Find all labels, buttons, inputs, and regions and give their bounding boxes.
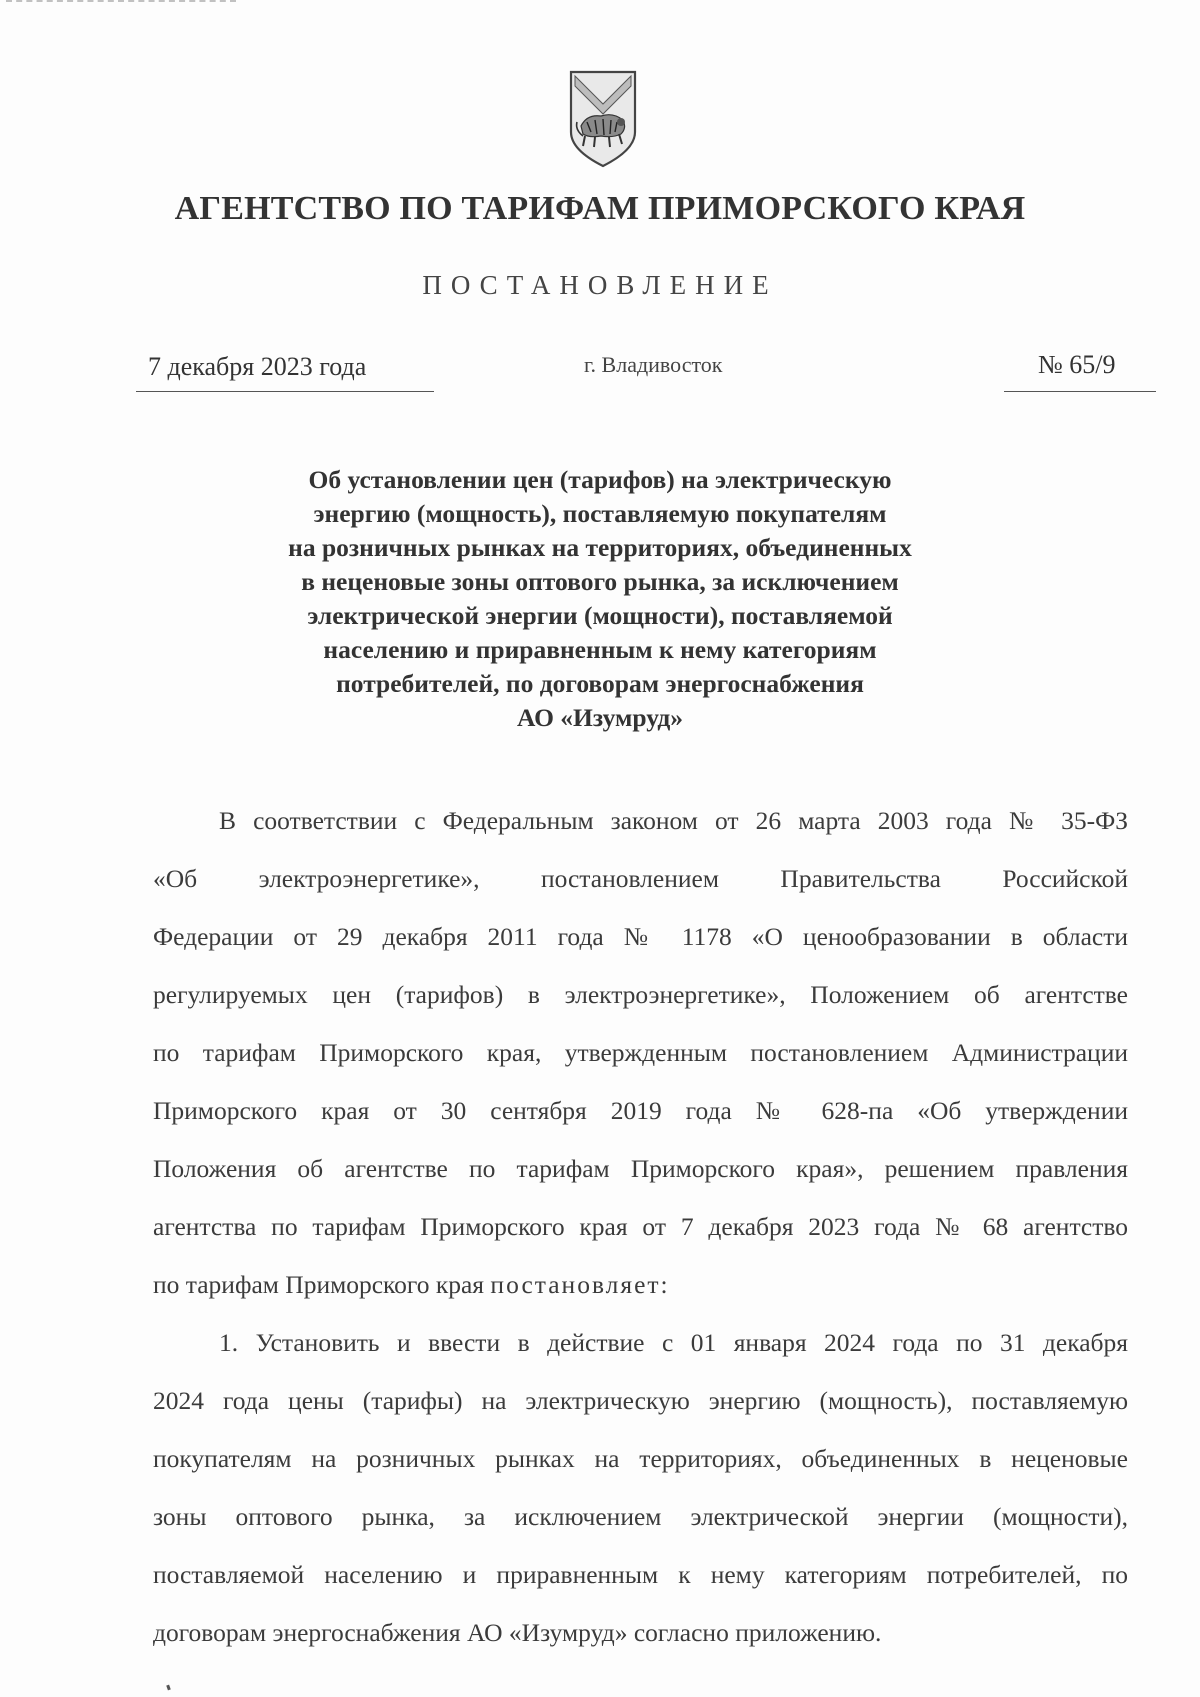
- body-line: Федерации от 29 декабря 2011 года № 1178 «О ценообразовании в области: [153, 922, 1128, 951]
- title-line: электрической энергии (мощности), поставляемой: [307, 601, 893, 630]
- item-1-paragraph: [153, 1314, 1128, 1662]
- title-line: Об установлении цен (тарифов) на электрическую: [308, 465, 892, 494]
- scan-speck: [166, 1685, 171, 1691]
- body-line: поставляемой населению и приравненным к нему категориям потребителей, по: [153, 1560, 1128, 1589]
- document-number: № 65/9: [1038, 350, 1116, 379]
- body-line: договорам энергоснабжения АО «Изумруд» согласно приложению.: [153, 1618, 882, 1647]
- body-line-final: [153, 1256, 1128, 1314]
- body-line: по тарифам Приморского края, утвержденным постановлением Администрации: [153, 1038, 1128, 1067]
- scan-edge-artifact: [6, 0, 236, 6]
- document-city: г. Владивосток: [584, 352, 723, 377]
- body-line: В соответствии с Федеральным законом от 26 марта 2003 года № 35-ФЗ: [219, 806, 1128, 835]
- body-line: покупателям на розничных рынках на территориях, объединенных в неценовые: [153, 1444, 1128, 1473]
- preamble-lead-text: по тарифам Приморского края: [153, 1270, 491, 1299]
- body-line: Приморского края от 30 сентября 2019 года № 628-па «Об утверждении: [153, 1096, 1128, 1125]
- body-line: 1. Установить и ввести в действие с 01 января 2024 года по 31 декабря: [219, 1328, 1128, 1357]
- body-line: Положения об агентстве по тарифам Приморского края», решением правления: [153, 1154, 1128, 1183]
- title-line: населению и приравненным к нему категориям: [323, 635, 877, 664]
- title-line: АО «Изумруд»: [516, 703, 684, 732]
- body-line: регулируемых цен (тарифов) в электроэнергетике», Положением об агентстве: [153, 980, 1128, 1009]
- title-line: потребителей, по договорам энергоснабжения: [336, 669, 864, 698]
- body-line: «Об электроэнергетике», постановлением Правительства Российской: [153, 864, 1128, 893]
- title-line: на розничных рынках на территориях, объединенных: [288, 533, 912, 562]
- agency-name: АГЕНТСТВО ПО ТАРИФАМ ПРИМОРСКОГО КРАЯ: [174, 190, 1026, 227]
- title-line: энергию (мощность), поставляемую покупателям: [313, 499, 887, 528]
- body-line: агентства по тарифам Приморского края от 7 декабря 2023 года № 68 агентство: [153, 1212, 1128, 1241]
- title-line: в неценовые зоны оптового рынка, за исключением: [301, 567, 899, 596]
- document-type: ПОСТАНОВЛЕНИЕ: [422, 270, 778, 300]
- body-line: 2024 года цены (тарифы) на электрическую энергию (мощность), поставляемую: [153, 1386, 1128, 1415]
- preamble-paragraph: [153, 792, 1128, 1314]
- date-underline: [136, 391, 434, 392]
- primorsky-krai-coat-of-arms-icon: [567, 66, 639, 170]
- resolves-word: постановляет:: [490, 1270, 670, 1299]
- document-date: 7 декабря 2023 года: [148, 352, 367, 381]
- document-body: [153, 792, 1128, 1662]
- number-underline: [1004, 391, 1156, 392]
- document-title: [250, 463, 950, 735]
- body-line: зоны оптового рынка, за исключением электрической энергии (мощности),: [153, 1502, 1128, 1531]
